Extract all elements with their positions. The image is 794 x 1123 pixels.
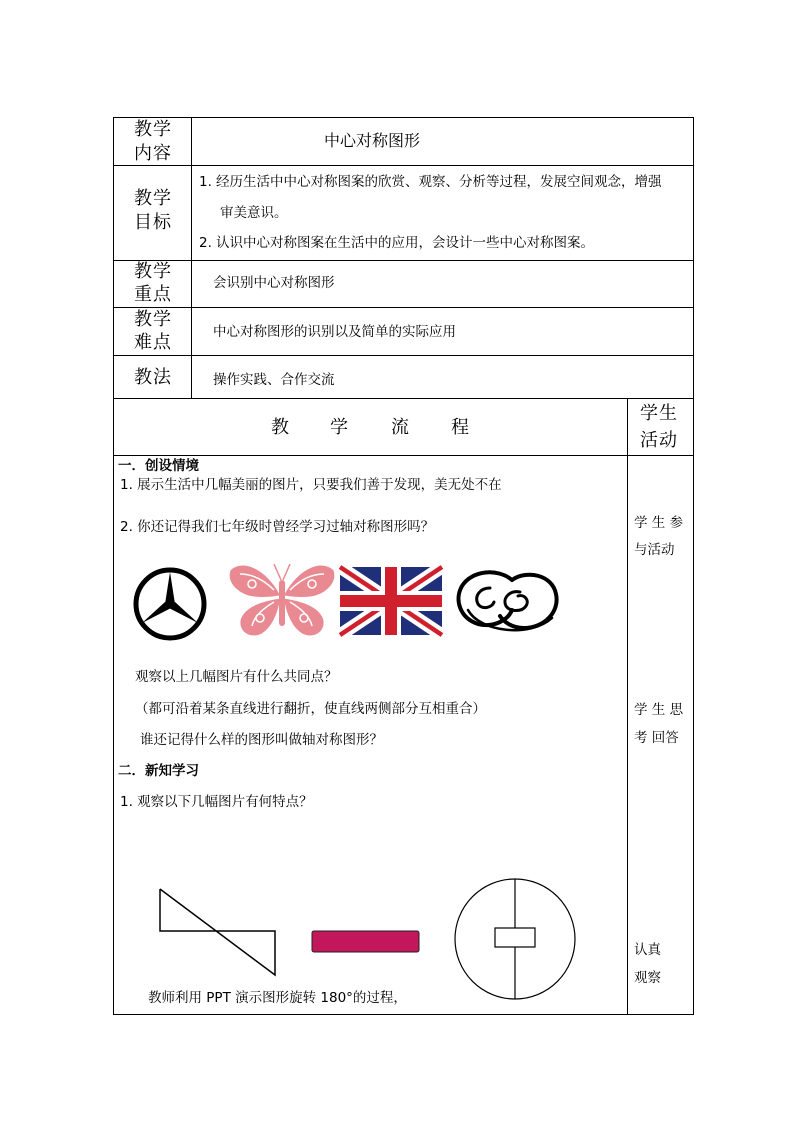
goals-label-line2: 目标	[134, 212, 172, 233]
row-divider	[113, 165, 694, 166]
method-value: 操作实践、合作交流	[213, 372, 335, 388]
flow-title-char-1: 教	[271, 417, 289, 438]
flow-title-char-4: 程	[451, 417, 469, 438]
difficulties-label-line2: 难点	[134, 332, 172, 353]
side-note-2-line2: 考 回答	[634, 730, 679, 746]
table-top-border	[113, 117, 694, 118]
table-right-border	[693, 117, 694, 1015]
row-divider	[113, 260, 694, 261]
goal-2-number: 2.	[199, 235, 212, 251]
row-divider	[113, 455, 694, 456]
content-label-line2: 内容	[134, 143, 172, 164]
lesson-title: 中心对称图形	[324, 131, 421, 150]
union-jack-flag-icon	[340, 567, 442, 635]
table-bottom-border	[113, 1014, 694, 1015]
z-shape-figure-icon	[158, 887, 278, 977]
goal-1-text: 经历生活中中心对称图案的欣赏、观察、分析等过程，发展空间观念，增强	[216, 174, 662, 190]
side-note-3-line1: 认真	[634, 942, 661, 958]
goal-1-text-continued: 审美意识。	[220, 205, 288, 221]
side-note-1-line2: 与活动	[634, 542, 675, 558]
key-points-value: 会识别中心对称图形	[213, 275, 335, 291]
section2-item1: 1. 观察以下几幅图片有何特点？	[120, 794, 313, 810]
flow-title-char-2: 学	[330, 417, 348, 438]
goal-1-number: 1.	[199, 174, 212, 190]
section1-item2: 2. 你还记得我们七年级时曾经学习过轴对称图形吗？	[120, 519, 435, 535]
swirl-logo-icon	[454, 566, 560, 638]
key-points-label-line1: 教学	[134, 261, 172, 282]
method-label: 教法	[134, 367, 172, 388]
row-divider	[113, 355, 694, 356]
row-divider	[113, 307, 694, 308]
key-points-label-line2: 重点	[134, 284, 172, 305]
content-label-line1: 教学	[134, 119, 172, 140]
flow-title-char-3: 流	[391, 417, 409, 438]
side-note-3-line2: 观察	[634, 970, 661, 986]
section1-answer: （都可沿着某条直线进行翻折，使直线两侧部分互相重合）	[135, 701, 486, 717]
section1-item1: 1. 展示生活中几幅美丽的图片，只要我们善于发现，美无处不在	[120, 477, 502, 493]
ppt-note: 教师利用 PPT 演示图形旋转 180°的过程，	[148, 990, 407, 1006]
goals-label-line1: 教学	[134, 188, 172, 209]
section1-question2: 谁还记得什么样的图形叫做轴对称图形？	[140, 732, 383, 748]
activity-column-divider	[627, 398, 628, 1015]
section2-heading: 二．新知学习	[118, 763, 199, 779]
side-note-1-line1: 学 生 参	[634, 515, 684, 531]
difficulties-value: 中心对称图形的识别以及简单的实际应用	[213, 324, 456, 340]
difficulties-label-line1: 教学	[134, 309, 172, 330]
activity-header-line2: 活动	[640, 430, 678, 451]
rounded-rectangle-icon	[311, 930, 421, 954]
mercedes-logo-icon	[132, 566, 208, 642]
section1-heading: 一．创设情境	[118, 458, 199, 474]
circle-with-rectangle-icon	[453, 877, 577, 1001]
goal-2-text: 认识中心对称图案在生活中的应用，会设计一些中心对称图案。	[216, 235, 594, 251]
activity-header-line1: 学生	[640, 403, 678, 424]
label-column-divider	[191, 117, 192, 399]
side-note-2-line1: 学 生 思	[634, 702, 684, 718]
butterfly-icon	[226, 560, 338, 640]
row-divider	[113, 398, 694, 399]
section1-question: 观察以上几幅图片有什么共同点？	[135, 669, 338, 685]
table-left-border	[113, 117, 114, 1015]
